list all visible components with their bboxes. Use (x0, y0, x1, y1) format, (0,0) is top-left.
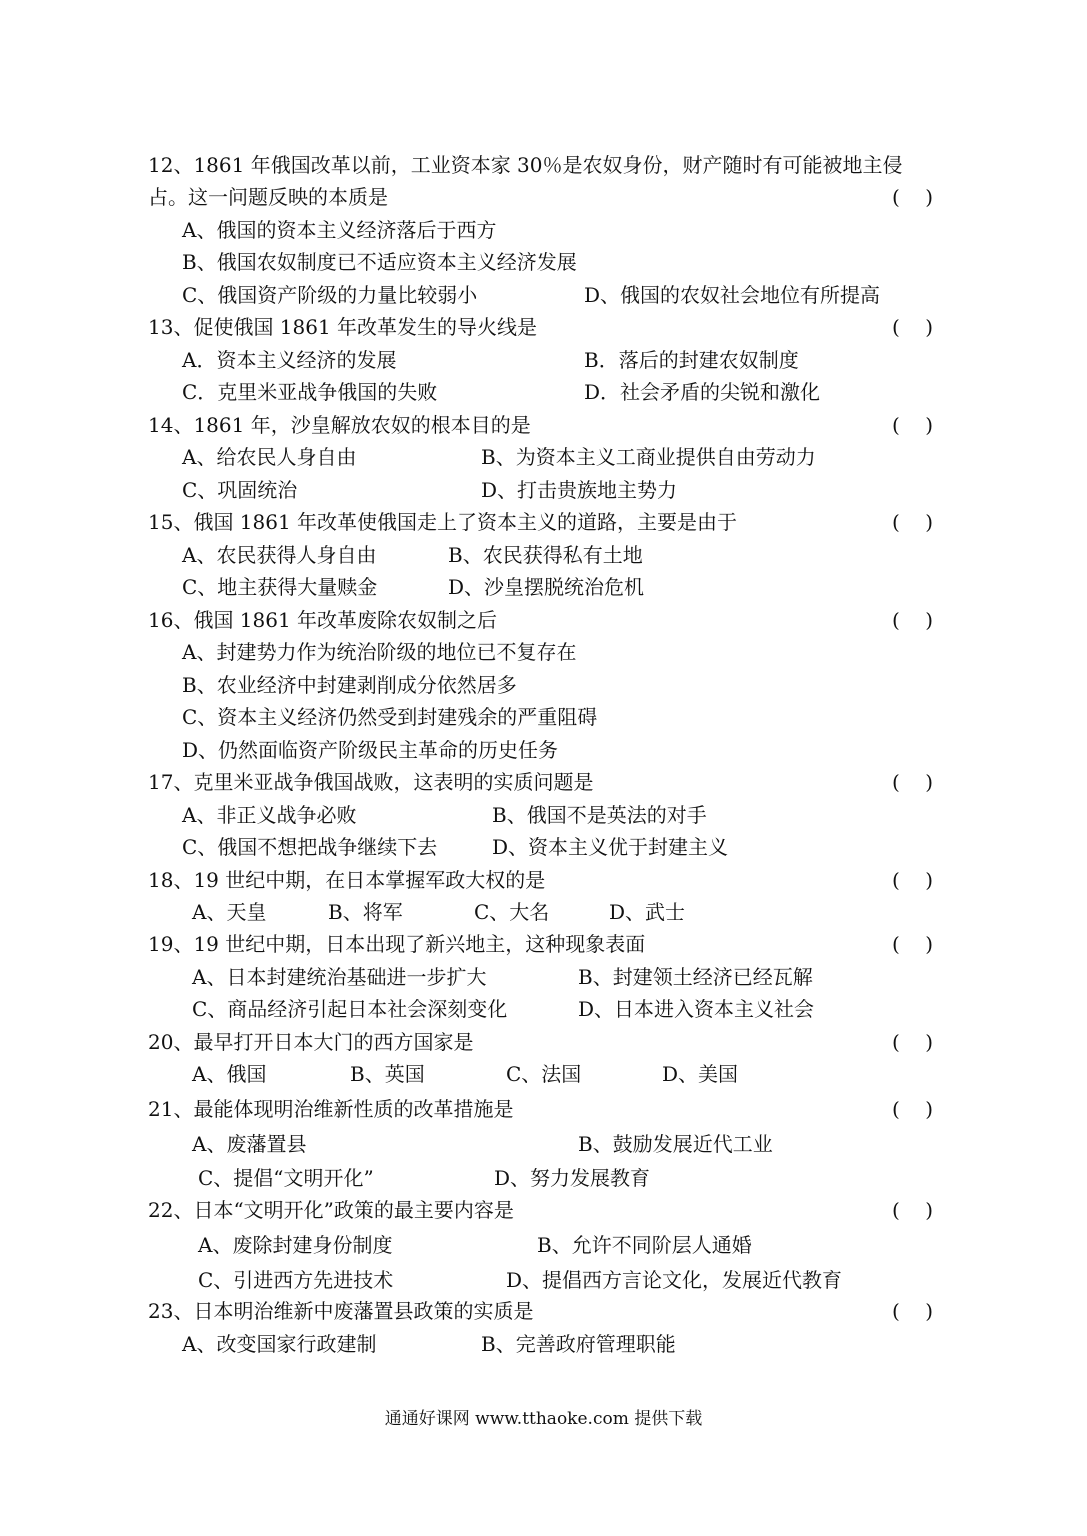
question-17-option-row (0, 799, 1087, 831)
question-14-stem (0, 409, 1087, 441)
question-21-option-b: B、鼓励发展近代工业 (578, 1132, 773, 1156)
question-14-option-row (0, 474, 1087, 506)
question-16-option-row (0, 734, 1087, 766)
answer-bracket: ( ) (892, 1198, 934, 1222)
answer-bracket: ( ) (892, 315, 934, 339)
answer-bracket: ( ) (892, 1299, 934, 1323)
question-20-stem (0, 1026, 1087, 1058)
question-13-option-a: A．资本主义经济的发展 (182, 348, 397, 372)
question-12-option-b: B、俄国农奴制度已不适应资本主义经济发展 (182, 250, 577, 274)
question-23-stem (0, 1295, 1087, 1327)
answer-bracket: ( ) (892, 868, 934, 892)
question-16-stem-text: 16、俄国 1861 年改革废除农奴制之后 (148, 608, 498, 632)
question-14-stem-text: 14、1861 年，沙皇解放农奴的根本目的是 (148, 413, 531, 437)
question-13-stem-text: 13、促使俄国 1861 年改革发生的导火线是 (148, 315, 538, 339)
question-23-stem-text: 23、日本明治维新中废藩置县政策的实质是 (148, 1299, 534, 1323)
answer-bracket: ( ) (892, 770, 934, 794)
question-18-stem-text: 18、19 世纪中期，在日本掌握军政大权的是 (148, 868, 546, 892)
answer-bracket: ( ) (892, 1097, 934, 1121)
question-16-option-row (0, 701, 1087, 733)
question-14-option-d: D、打击贵族地主势力 (481, 478, 678, 502)
question-15-option-c: C、地主获得大量赎金 (182, 575, 378, 599)
question-23-option-row (0, 1328, 1087, 1360)
page-footer: 通通好课网 www.tthaoke.com 提供下载 (384, 1409, 703, 1429)
question-13-stem (0, 311, 1087, 343)
question-22-option-row (0, 1229, 1087, 1261)
question-17-option-a: A、非正义战争必败 (182, 803, 357, 827)
question-22-option-b: B、允许不同阶层人通婚 (537, 1233, 752, 1257)
question-19-option-row (0, 961, 1087, 993)
question-19-stem-text: 19、19 世纪中期，日本出现了新兴地主，这种现象表面 (148, 932, 646, 956)
question-19-option-d: D、日本进入资本主义社会 (578, 997, 815, 1021)
question-16-option-row (0, 636, 1087, 668)
question-12-stem-line-2 (0, 181, 1087, 213)
question-12-stem-line-1 (0, 149, 1087, 181)
question-18-stem (0, 864, 1087, 896)
question-20-option-c: C、法国 (506, 1062, 582, 1086)
question-15-option-d: D、沙皇摆脱统治危机 (448, 575, 645, 599)
question-19-option-row (0, 993, 1087, 1025)
question-15-stem (0, 506, 1087, 538)
question-12-option-row (0, 279, 1087, 311)
question-21-option-a: A、废藩置县 (192, 1132, 307, 1156)
question-15-option-a: A、农民获得人身自由 (182, 543, 377, 567)
question-20-option-d: D、美国 (662, 1062, 739, 1086)
question-13-option-row (0, 376, 1087, 408)
question-22-option-row (0, 1264, 1087, 1296)
question-17-option-d: D、资本主义优于封建主义 (492, 835, 729, 859)
question-14-option-a: A、给农民人身自由 (182, 445, 357, 469)
question-21-stem-text: 21、最能体现明治维新性质的改革措施是 (148, 1097, 514, 1121)
answer-bracket: ( ) (892, 413, 934, 437)
question-21-option-row (0, 1128, 1087, 1160)
question-16-option-row (0, 669, 1087, 701)
question-13-option-row (0, 344, 1087, 376)
question-20-option-b: B、英国 (350, 1062, 425, 1086)
question-15-option-row (0, 539, 1087, 571)
question-18-option-d: D、武士 (609, 900, 686, 924)
question-19-option-c: C、商品经济引起日本社会深刻变化 (192, 997, 508, 1021)
question-12-option-c: C、俄国资产阶级的力量比较弱小 (182, 283, 478, 307)
question-21-option-d: D、努力发展教育 (494, 1166, 651, 1190)
question-16-option-a: A、封建势力作为统治阶级的地位已不复存在 (182, 640, 577, 664)
question-17-option-c: C、俄国不想把战争继续下去 (182, 835, 438, 859)
question-12-option-a: A、俄国的资本主义经济落后于西方 (182, 218, 497, 242)
question-22-stem-text: 22、日本“文明开化”政策的最主要内容是 (148, 1198, 514, 1222)
answer-bracket: ( ) (892, 1030, 934, 1054)
question-12-option-d: D、俄国的农奴社会地位有所提高 (584, 283, 881, 307)
question-18-option-c: C、大名 (474, 900, 550, 924)
question-12-stem-text-cont: 占。这一问题反映的本质是 (148, 185, 388, 209)
question-21-option-row (0, 1162, 1087, 1194)
question-12-option-row (0, 214, 1087, 246)
question-21-option-c: C、提倡“文明开化” (198, 1166, 374, 1190)
question-23-option-a: A、改变国家行政建制 (182, 1332, 377, 1356)
question-13-option-b: B．落后的封建农奴制度 (584, 348, 799, 372)
question-16-option-b: B、农业经济中封建剥削成分依然居多 (182, 673, 517, 697)
question-19-option-a: A、日本封建统治基础进一步扩大 (192, 965, 487, 989)
question-23-option-b: B、完善政府管理职能 (481, 1332, 676, 1356)
question-17-stem (0, 766, 1087, 798)
question-20-stem-text: 20、最早打开日本大门的西方国家是 (148, 1030, 474, 1054)
question-17-stem-text: 17、克里米亚战争俄国战败，这表明的实质问题是 (148, 770, 594, 794)
question-17-option-row (0, 831, 1087, 863)
question-15-option-row (0, 571, 1087, 603)
question-22-stem (0, 1194, 1087, 1226)
answer-bracket: ( ) (892, 932, 934, 956)
question-12-stem-text: 12、1861 年俄国改革以前，工业资本家 30％是农奴身份，财产随时有可能被地主侵 (148, 153, 903, 177)
question-16-stem (0, 604, 1087, 636)
question-13-option-c: C．克里米亚战争俄国的失败 (182, 380, 438, 404)
question-18-option-b: B、将军 (328, 900, 403, 924)
answer-bracket: ( ) (892, 510, 934, 534)
question-12-option-row (0, 246, 1087, 278)
question-21-stem (0, 1093, 1087, 1125)
question-17-option-b: B、俄国不是英法的对手 (492, 803, 707, 827)
question-19-stem (0, 928, 1087, 960)
question-18-option-a: A、天皇 (192, 900, 267, 924)
question-14-option-b: B、为资本主义工商业提供自由劳动力 (481, 445, 816, 469)
question-15-stem-text: 15、俄国 1861 年改革使俄国走上了资本主义的道路，主要是由于 (148, 510, 738, 534)
answer-bracket: ( ) (892, 608, 934, 632)
question-20-option-row (0, 1058, 1087, 1090)
question-16-option-c: C、资本主义经济仍然受到封建残余的严重阻碍 (182, 705, 598, 729)
question-22-option-c: C、引进西方先进技术 (198, 1268, 394, 1292)
question-22-option-a: A、废除封建身份制度 (198, 1233, 393, 1257)
question-20-option-a: A、俄国 (192, 1062, 267, 1086)
question-19-option-b: B、封建领土经济已经瓦解 (578, 965, 813, 989)
question-15-option-b: B、农民获得私有土地 (448, 543, 643, 567)
question-14-option-c: C、巩固统治 (182, 478, 298, 502)
answer-bracket: ( ) (892, 185, 934, 209)
question-18-option-row (0, 896, 1087, 928)
question-16-option-d: D、仍然面临资产阶级民主革命的历史任务 (182, 738, 559, 762)
question-13-option-d: D．社会矛盾的尖锐和激化 (584, 380, 821, 404)
question-14-option-row (0, 441, 1087, 473)
question-22-option-d: D、提倡西方言论文化，发展近代教育 (506, 1268, 843, 1292)
